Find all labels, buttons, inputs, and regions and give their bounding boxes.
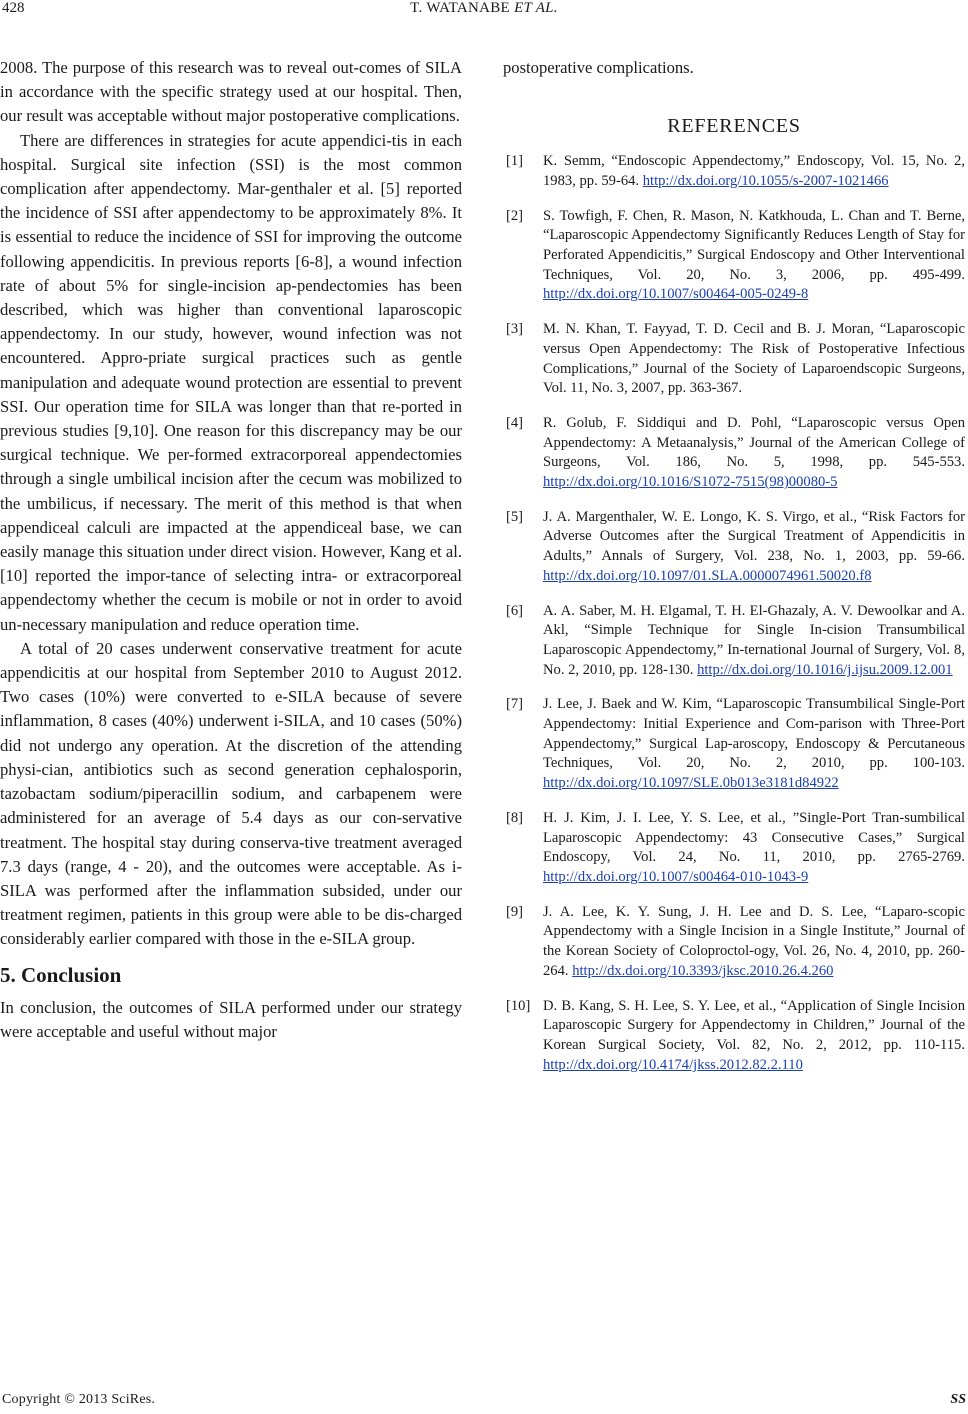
reference-doi-link[interactable]: http://dx.doi.org/10.1097/01.SLA.0000074961.50020.f8 (543, 567, 872, 584)
running-head (0, 0, 968, 17)
reference-text: S. Towfigh, F. Chen, R. Mason, N. Katkhouda, L. Chan and T. Berne, “Laparoscopic Appendectomy Significantly Reduces Length of Stay for Perforated Appendicitis,” Surgical Endoscopy and Other Interventional Techniques, Vol. 20, No. 3, 2006, pp. 495-499. (543, 207, 965, 283)
body-paragraph: There are differences in strategies for acute appendici-tis in each hospital. Surgical site infection (SSI) is the most common complication after appendectomy. Mar-genthaler et al. [5] reported the incidence of SSI after appendectomy to be approximately 8%. It is essential to reduce the incidence of SSI for improving the outcome following appendicitis. In previous reports [6-8], a wound infection rate of about 5% for single-incision ap-pendectomies has been described, which was higher than conventional laparoscopic appendectomy. In our study, however, wound infection was not encountered. Appro-priate surgical practices such as gentle manipulation and adequate wound protection are essential to prevent SSI. Our operation time for SILA was longer than that re-ported in previous studies [9,10]. One reason for this discrepancy may be our surgical technique. We per-formed extracorporeal appendectomies through a single umbilical incision after the cecum was mobilized to the umbilicus, if necessary. The merit of this method is that when appendiceal calculi are impacted at the appendiceal base, we can easily manage this situation under direct vision. However, Kang et al. [10] reported the impor-tance of selecting intra- or extracorporeal appendectomy whether the cecum is mobile or not in order to avoid un-necessary manipulation and reduce operation time. (0, 130, 462, 634)
reference-text: K. Semm, “Endoscopic Appendectomy,” Endoscopy, Vol. 15, No. 2, 1983, pp. 59-64. (543, 153, 965, 189)
reference-doi-link[interactable]: http://dx.doi.org/10.1097/SLE.0b013e3181d84922 (543, 775, 839, 792)
reference-number: [6] (506, 602, 524, 619)
reference-number: [8] (506, 809, 524, 826)
reference-item (503, 414, 965, 493)
reference-text: R. Golub, F. Siddiqui and D. Pohl, “Laparoscopic versus Open Appendectomy: A Metaanalysis,” Journal of the American College of Surgeons, Vol. 186, No. 5, 1998, pp. 545-553. (543, 414, 965, 471)
reference-text: A. A. Saber, M. H. Elgamal, T. H. El-Ghazaly, A. V. Dewoolkar and A. Akl, “Simple Technique for Single In-cision Transumbilical Laparoscopic Appendectomy,” In-ternational Journal of Surgery, Vol. 8, No. 2, 2010, pp. 128-130. (543, 602, 965, 678)
reference-text: H. J. Kim, J. I. Lee, Y. S. Lee, et al., ”Single-Port Tran-sumbilical Laparoscopic Appendectomy: 43 Consecutive Cases,” Surgical Endoscopy, Vol. 24, No. 11, 2010, pp. 2765-2769. (543, 809, 965, 866)
conclusion-heading: 5. Conclusion (0, 962, 122, 987)
body-paragraph: 2008. The purpose of this research was to reveal out-comes of SILA in accordance with the specific strategy used at our hospital. Then, our result was acceptable without major postoperative complications. (0, 58, 462, 126)
conclusion-paragraph: In conclusion, the outcomes of SILA performed under our strategy were acceptable and useful without major (0, 997, 462, 1041)
right-column (503, 56, 965, 1090)
reference-item (503, 207, 965, 306)
reference-number: [2] (506, 207, 524, 224)
reference-text: D. B. Kang, S. H. Lee, S. Y. Lee, et al., “Application of Single Incision Laparoscopic Surgery for Appendectomy in Children,” Journal of the Korean Surgical Society, Vol. 82, No. 2, 2012, pp. 110-115. (543, 997, 965, 1053)
reference-number: [1] (506, 153, 524, 170)
reference-doi-link[interactable]: http://dx.doi.org/10.1007/s00464-010-1043-9 (543, 869, 809, 885)
reference-doi-link[interactable]: http://dx.doi.org/10.4174/jkss.2012.82.2.110 (543, 1056, 803, 1073)
page-number: 428 (2, 0, 25, 16)
reference-list (503, 152, 965, 1075)
reference-item (503, 320, 965, 399)
reference-item (503, 152, 965, 191)
reference-number: [10] (506, 997, 531, 1014)
body-paragraph: A total of 20 cases underwent conservative treatment for acute appendicitis at our hospital from September 2010 to August 2012. Two cases (10%) were converted to e-SILA because of severe inflammation, 8 cases (40%) underwent i-SILA, and 10 cases (50%) did not undergo any operation. At the discretion of the attending physi-cian, antibiotics such as second generation cephalosporin, tazobactam sodium/piperacillin sodium, and carbapenem were administered for an average of 5.4 days as our con-servative treatment. The hospital stay during conserva-tive treatment averaged 7.3 days (range, 4 - 20), and the outcomes were acceptable. As i-SILA was performed after the inflammation subsided, under our treatment regimen, patients in this group were able to be dis-charged considerably earlier compared with those in the e-SILA group. (0, 638, 462, 949)
reference-doi-link[interactable]: http://dx.doi.org/10.1007/s00464-005-0249-8 (543, 286, 809, 303)
reference-doi-link[interactable]: http://dx.doi.org/10.3393/jksc.2010.26.4.260 (572, 962, 834, 979)
reference-item (503, 809, 965, 888)
left-column (0, 56, 462, 1044)
reference-item (503, 602, 965, 681)
references-heading: REFERENCES (667, 115, 801, 138)
reference-text: J. A. Margenthaler, W. E. Longo, K. S. Virgo, et al., “Risk Factors for Adverse Outcomes after the Surgical Treatment of Appendicitis in Adults,” Annals of Surgery, Vol. 238, No. 1, 2003, pp. 59-66. (543, 508, 965, 565)
reference-doi-link[interactable]: http://dx.doi.org/10.1016/j.ijsu.2009.12.001 (697, 661, 953, 678)
reference-item (503, 997, 965, 1076)
reference-doi-link[interactable]: http://dx.doi.org/10.1055/s-2007-1021466 (642, 172, 889, 189)
reference-item (503, 695, 965, 794)
reference-text: J. A. Lee, K. Y. Sung, J. H. Lee and D. S. Lee, “Laparo-scopic Appendectomy with a Single Incision in a Single Institute,” Journal of the Korean Society of Coloproctol-ogy, Vol. 26, No. 4, 2010, pp. 260-264. (543, 903, 965, 979)
running-head-authors: T. WATANABE (410, 0, 511, 16)
footer-copyright: Copyright © 2013 SciRes. (2, 1392, 156, 1407)
running-head-et-al: ET AL. (514, 0, 558, 16)
reference-number: [9] (506, 903, 524, 920)
reference-doi-link[interactable]: http://dx.doi.org/10.1016/S1072-7515(98)00080-5 (543, 474, 838, 491)
reference-number: [4] (506, 414, 524, 431)
reference-item (503, 508, 965, 587)
reference-number: [3] (506, 321, 524, 338)
conclusion-continued: postoperative complications. (503, 58, 694, 77)
reference-text: M. N. Khan, T. Fayyad, T. D. Cecil and B. J. Moran, “Laparoscopic versus Open Appendectomy: The Risk of Postoperative Infectious Complications,” Journal of the Society of Laparoendscopic Surgeons, Vol. 11, No. 3, 2007, pp. 363-367. (543, 321, 965, 397)
footer-journal: SS (950, 1392, 966, 1407)
reference-number: [7] (506, 696, 524, 713)
reference-item (503, 903, 965, 982)
reference-number: [5] (506, 508, 524, 525)
reference-text: J. Lee, J. Baek and W. Kim, “Laparoscopic Transumbilical Single-Port Appendectomy: Initial Experience and Com-parison with Three-Port Appendectomy,” Surgical Lap-aroscopy, Endoscopy & Percutaneous Techniques, Vol. 20, No. 2, 2010, pp. 100-103. (543, 696, 965, 772)
